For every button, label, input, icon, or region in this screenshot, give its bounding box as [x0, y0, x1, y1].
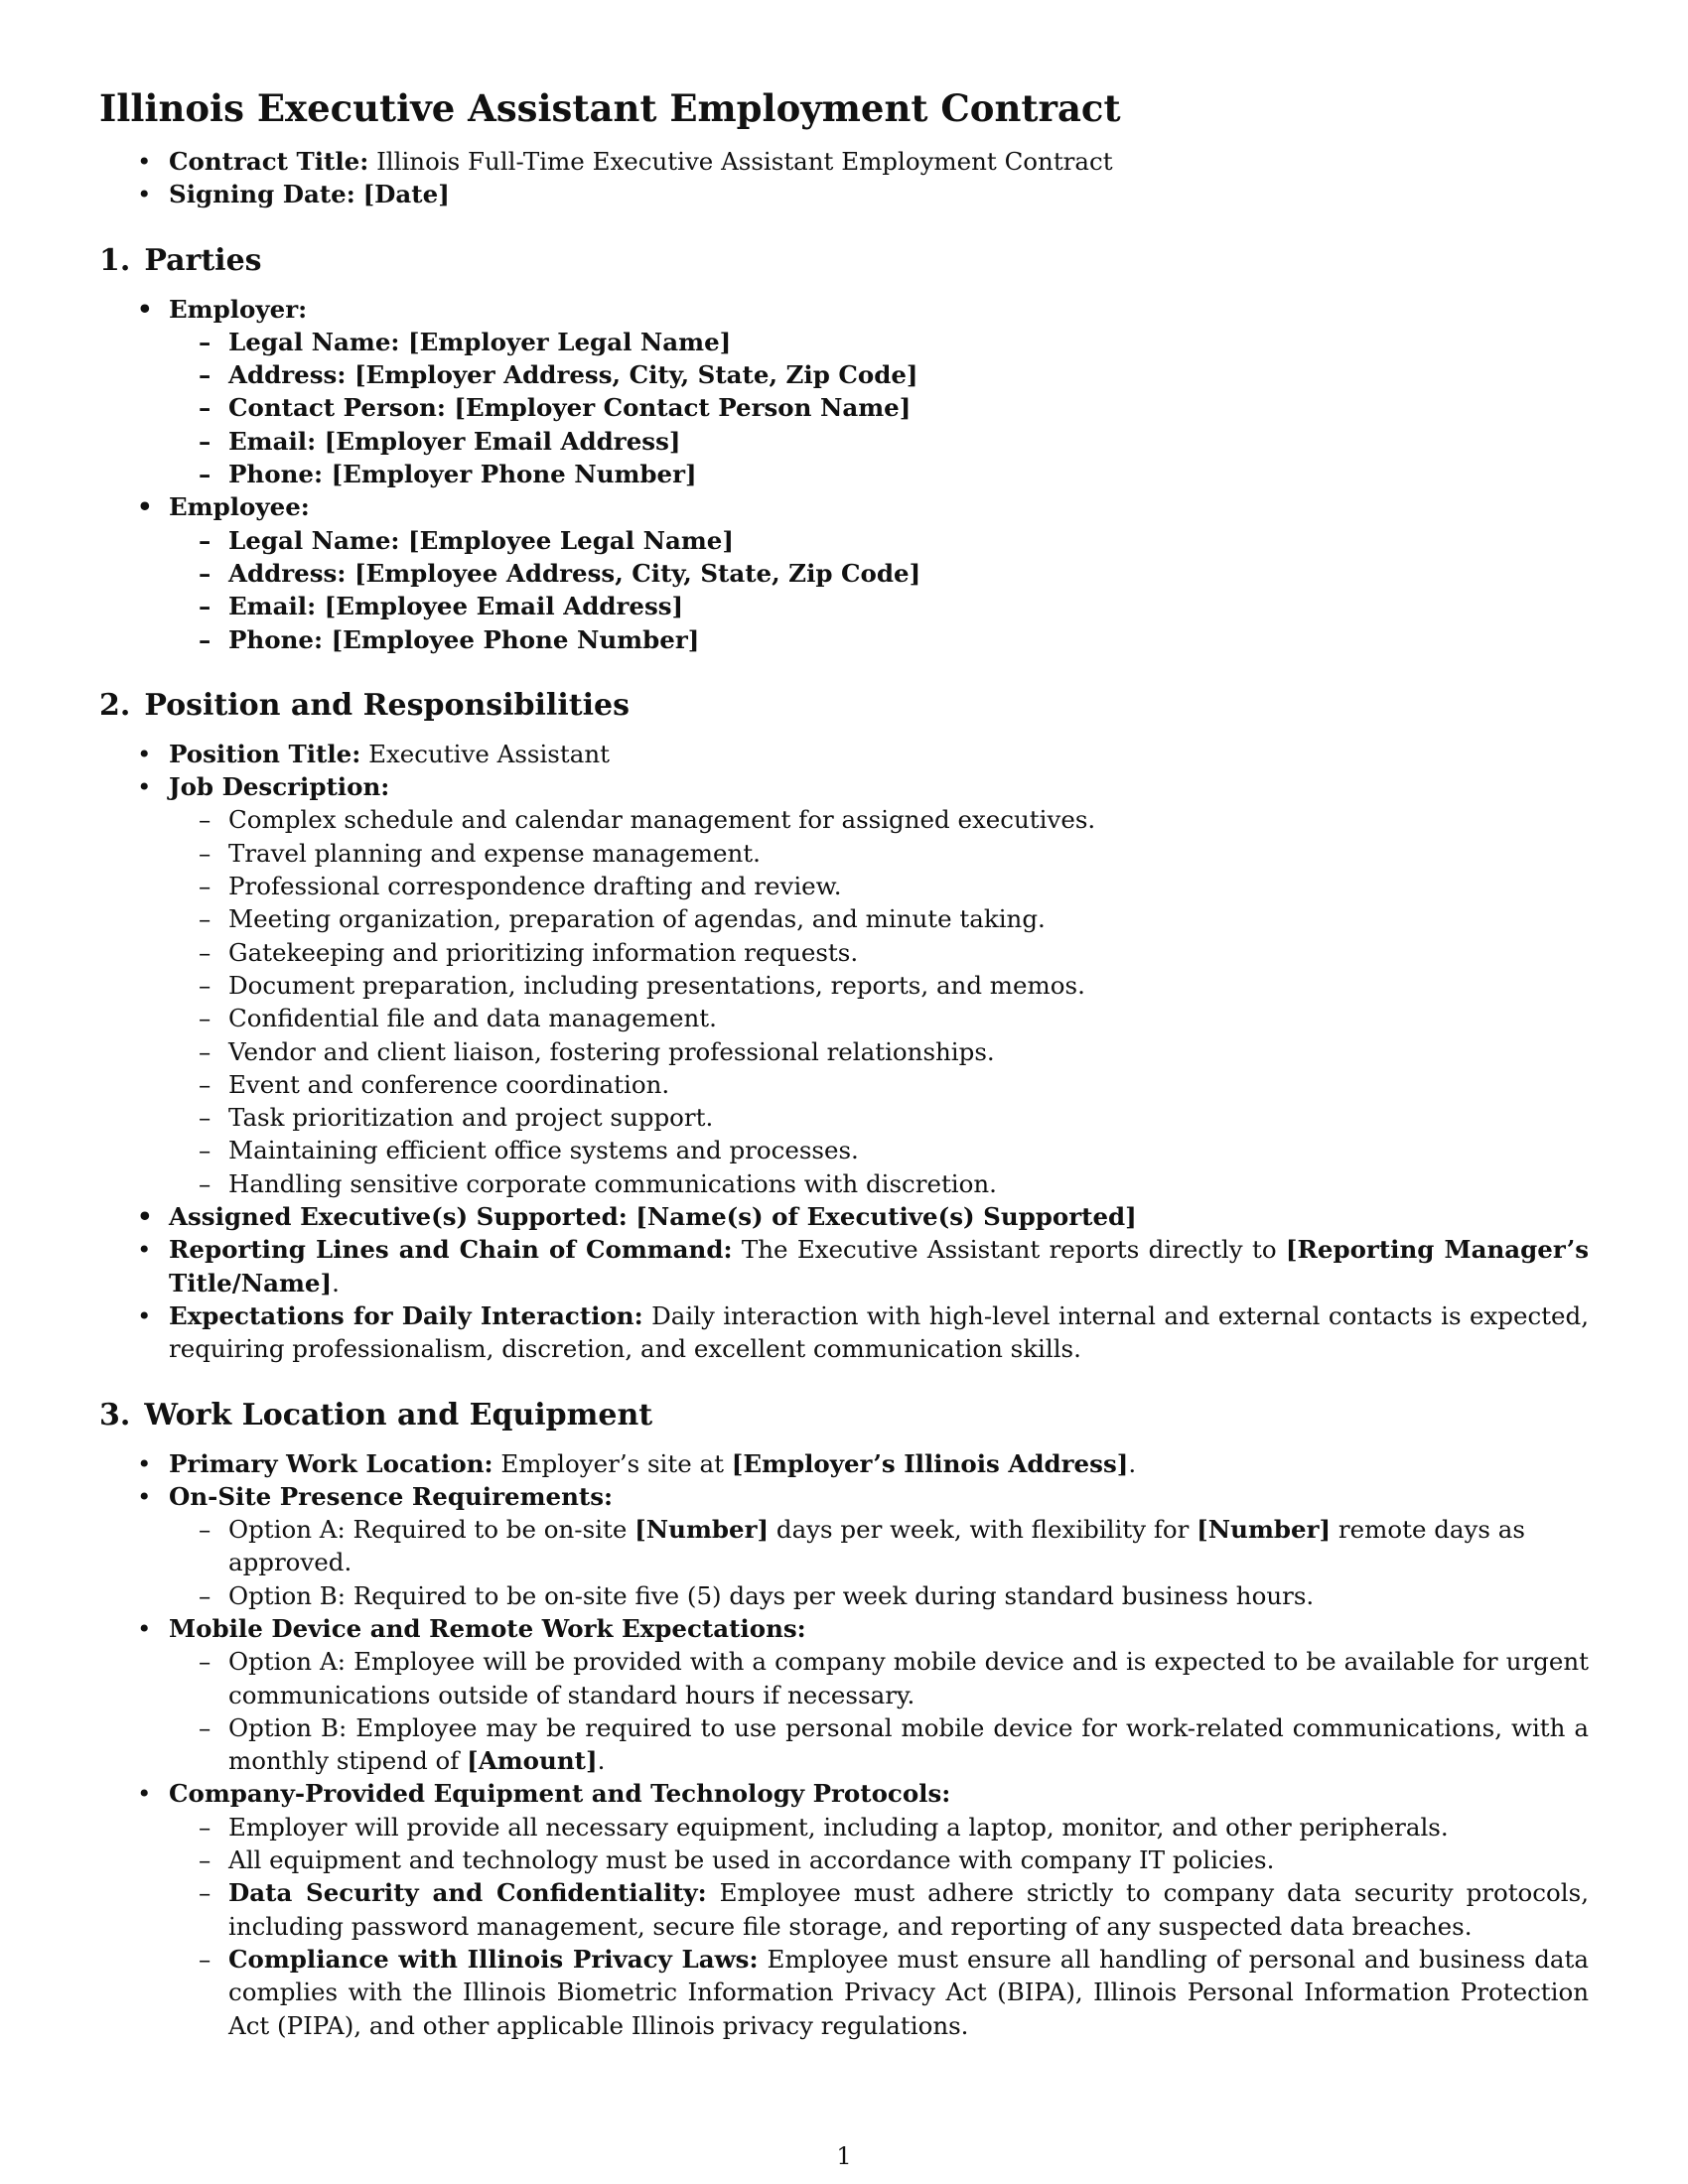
list-item: – Meeting organization, preparation of agendas, and minute taking. [169, 902, 1589, 935]
field-value: [Employee Legal Name] [408, 525, 734, 555]
contract-meta-list [99, 145, 1589, 211]
field-label: Position Title: [169, 739, 361, 768]
list-item [169, 326, 1589, 358]
mobile-block [99, 1612, 1589, 1777]
employee-block [99, 490, 1589, 655]
list-item [169, 1513, 1589, 1579]
list-item [99, 1200, 1589, 1233]
field-text: Option B: Employee may be required to use personal mobile device for work-related communications, with a monthly stipend of [228, 1712, 1589, 1776]
field-label: Data Security and Confidentiality: [228, 1878, 707, 1908]
employer-label: Employer: [169, 294, 308, 324]
field-label: Compliance with Illinois Privacy Laws: [228, 1944, 759, 1974]
employee-details [169, 524, 1589, 656]
list-item: – Document preparation, including presentations, reports, and memos. [169, 969, 1589, 1002]
list-item [169, 623, 1589, 656]
field-value: Executive Assistant [368, 739, 610, 768]
list-item: – Event and conference coordination. [169, 1068, 1589, 1101]
list-item [169, 358, 1589, 391]
section-title: Position and Responsibilities [144, 687, 630, 723]
employee-label: Employee: [169, 492, 310, 522]
employer-block [99, 293, 1589, 491]
list-item [99, 1447, 1589, 1480]
job-description-block [99, 770, 1589, 1200]
field-text: Employer’s site at [500, 1448, 724, 1478]
field-text: Employee must ensure all handling of personal and business data complies with the Illinois Biometric Information Privacy Act (BIPA), Illinois Personal Information Protection Act (PIPA), and other applicable Illinois privacy regulations. [228, 1944, 1589, 2040]
meta-label: Signing Date: [169, 180, 355, 209]
list-item [169, 1711, 1589, 1778]
field-value: [Employer Email Address] [324, 426, 681, 456]
field-label: Contact Person: [228, 393, 446, 423]
field-placeholder: [Number] [1196, 1515, 1332, 1545]
field-value: [Employee Address, City, State, Zip Code] [353, 558, 921, 588]
parties-list [99, 293, 1589, 656]
field-label: Email: [228, 592, 317, 621]
mobile-options [169, 1645, 1589, 1777]
list-item: – Travel planning and expense management. [169, 837, 1589, 870]
field-label: Legal Name: [228, 525, 400, 555]
list-item [169, 1876, 1589, 1943]
meta-label: Contract Title: [169, 147, 369, 176]
section-heading-work-location [99, 1396, 1589, 1435]
field-label: Phone: [228, 460, 324, 489]
section-heading-position [99, 686, 1589, 726]
field-value: [Name(s) of Executive(s) Supported] [635, 1202, 1137, 1232]
list-item [169, 425, 1589, 458]
field-label: On-Site Presence Requirements: [169, 1481, 614, 1511]
punctuation: . [1128, 1448, 1137, 1478]
field-placeholder: [Employer’s Illinois Address] [731, 1448, 1129, 1478]
field-label: Expectations for Daily Interaction: [169, 1300, 643, 1330]
list-item [169, 458, 1589, 490]
field-label: Legal Name: [228, 327, 400, 356]
list-item: – All equipment and technology must be used in accordance with company IT policies. [169, 1843, 1589, 1876]
position-list [99, 738, 1589, 1366]
field-value: [Employer Legal Name] [408, 327, 732, 356]
list-item [169, 557, 1589, 590]
list-item: – Task prioritization and project support. [169, 1101, 1589, 1134]
section-title: Work Location and Equipment [144, 1397, 653, 1433]
list-item: – Confidential file and data management. [169, 1002, 1589, 1034]
list-item: – Complex schedule and calendar management for assigned executives. [169, 803, 1589, 836]
section-title: Parties [144, 242, 262, 278]
list-item [169, 1943, 1589, 2042]
list-item: – Handling sensitive corporate communications with discretion. [169, 1167, 1589, 1200]
section-heading-parties [99, 241, 1589, 281]
onsite-block [99, 1480, 1589, 1612]
list-item [99, 1233, 1589, 1299]
meta-value: Illinois Full-Time Executive Assistant Employment Contract [376, 147, 1113, 176]
punctuation: . [332, 1268, 340, 1297]
field-value: [Employer Address, City, State, Zip Code] [353, 360, 918, 390]
field-label: Address: [228, 360, 347, 390]
list-item [99, 738, 1589, 770]
field-text: Daily interaction with high-level internal and external contacts is expected, requiring professionalism, discretion, and excellent communication skills. [169, 1300, 1590, 1364]
list-item: – Employer will provide all necessary equipment, including a laptop, monitor, and other peripherals. [169, 1811, 1589, 1843]
field-placeholder: [Amount] [467, 1746, 598, 1776]
field-text: remote days as approved. [228, 1515, 1525, 1577]
field-label: Mobile Device and Remote Work Expectations: [169, 1613, 806, 1643]
section-number: 2. [99, 687, 131, 723]
section-number: 3. [99, 1397, 131, 1433]
equipment-list [169, 1811, 1589, 2042]
list-item: – Option B: Required to be on-site five (5) days per week during standard business hours. [169, 1579, 1589, 1612]
employer-details [169, 326, 1589, 490]
field-label: Assigned Executive(s) Supported: [169, 1202, 628, 1232]
list-item: – Gatekeeping and prioritizing information requests. [169, 936, 1589, 969]
list-item: – Option A: Employee will be provided with a company mobile device and is expected to be available for urgent communications outside of standard hours if necessary. [169, 1645, 1589, 1711]
list-item [169, 524, 1589, 557]
field-label: Primary Work Location: [169, 1448, 493, 1478]
field-placeholder: [Number] [634, 1515, 770, 1545]
section-number: 1. [99, 242, 131, 278]
field-text: days per week, with flexibility for [775, 1515, 1190, 1545]
list-item [99, 178, 1589, 210]
field-text: The Executive Assistant reports directly to [741, 1235, 1277, 1265]
page-number: 1 [836, 2142, 852, 2170]
field-label: Address: [228, 558, 347, 588]
list-item [169, 391, 1589, 424]
meta-value: [Date] [362, 180, 450, 209]
field-value: [Employer Phone Number] [331, 460, 697, 489]
field-value: [Employer Contact Person Name] [454, 393, 912, 423]
list-item: – Maintaining efficient office systems and processes. [169, 1134, 1589, 1166]
field-label: Company-Provided Equipment and Technology Protocols: [169, 1779, 951, 1809]
list-item [99, 1299, 1589, 1366]
work-location-list [99, 1447, 1589, 2042]
list-item: – Vendor and client liaison, fostering professional relationships. [169, 1035, 1589, 1068]
field-label: Email: [228, 426, 317, 456]
field-text: Option A: Required to be on-site [228, 1515, 628, 1545]
field-value: [Employee Email Address] [324, 592, 684, 621]
field-placeholder: [Reporting Manager’s Title/Name] [169, 1235, 1590, 1297]
equipment-block [99, 1777, 1589, 2041]
document-title: Illinois Executive Assistant Employment Contract [99, 86, 1121, 130]
list-item [99, 145, 1589, 178]
punctuation: . [597, 1746, 606, 1776]
document-page [99, 85, 1589, 2072]
onsite-options [169, 1513, 1589, 1612]
field-label: Reporting Lines and Chain of Command: [169, 1235, 733, 1265]
list-item: – Professional correspondence drafting and review. [169, 870, 1589, 902]
duties-list [169, 803, 1589, 1200]
field-label: Phone: [228, 624, 324, 654]
field-text: Employee must adhere strictly to company data security protocols, including password management, secure file storage, and reporting of any suspected data breaches. [228, 1878, 1589, 1941]
field-label: Job Description: [169, 772, 390, 802]
field-value: [Employee Phone Number] [331, 624, 700, 654]
list-item [169, 590, 1589, 622]
